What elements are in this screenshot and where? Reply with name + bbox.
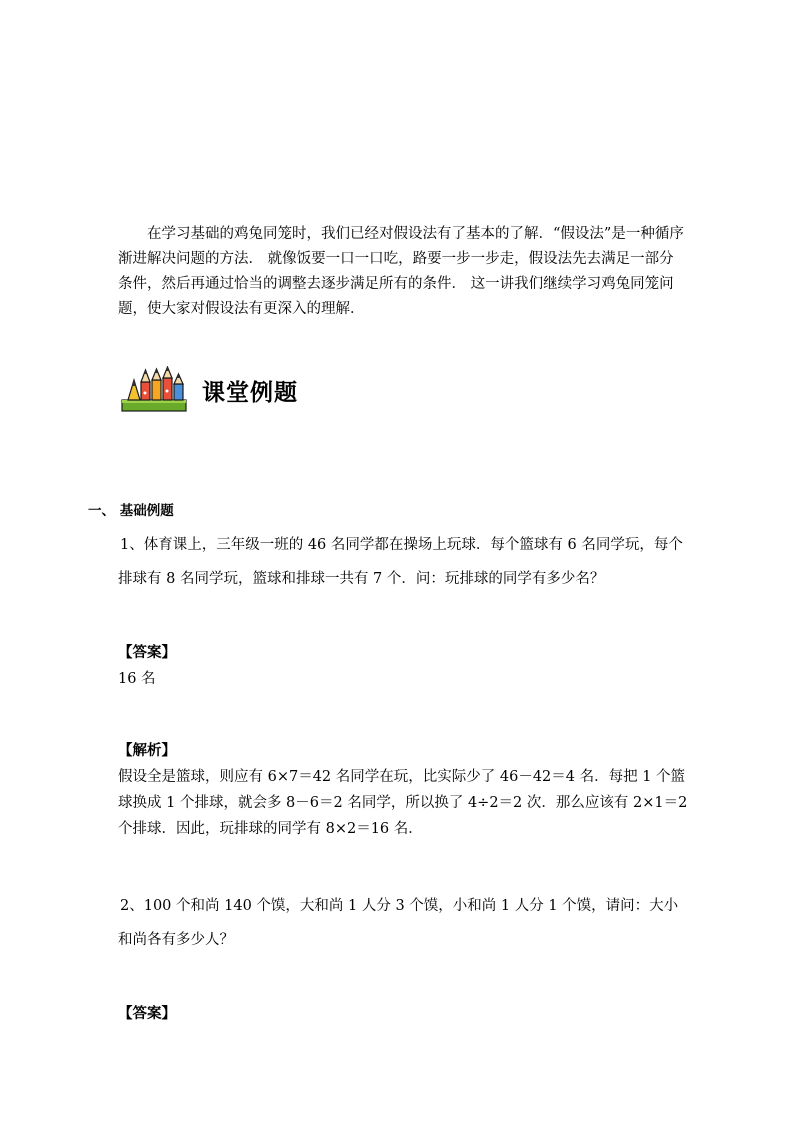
question-1: 1、体育课上，三年级一班的 46 名同学都在操场上玩球．每个篮球有 6 名同学玩，每个排球有 8 名同学玩，篮球和排球一共有 7 个．问：玩排球的同学有多少名？ (118, 537, 683, 587)
q1-analysis-label: 【解析】 (118, 742, 176, 759)
heading-title: 课堂例题 (202, 380, 298, 406)
intro-paragraph: 在学习基础的鸡兔同笼时，我们已经对假设法有了基本的了解．“假设法”是一种循序渐进解决问题的方法． 就像饭要一口一口吃，路要一步一步走，假设法先去满足一部分条件，然后再通过恰当的调整去逐步满足所有的条件． 这一讲我们继续学习鸡兔同笼问题，使大家对假设法有更深入的理解． (118, 225, 684, 317)
section-heading (120, 366, 420, 416)
pencils-icon (120, 366, 192, 414)
q1-answer: 16 名 (118, 671, 156, 687)
question-2: 2、100 个和尚 140 个馍，大和尚 1 人分 3 个馍，小和尚 1 人分 1 个馍，请问：大小和尚各有多少人？ (118, 898, 679, 948)
q2-answer-label: 【答案】 (118, 1005, 176, 1022)
q1-answer-label: 【答案】 (118, 644, 176, 661)
q1-analysis: 假设全是篮球，则应有 6×7＝42 名同学在玩，比实际少了 46－42＝4 名．每把 1 个篮球换成 1 个排球，就会多 8－6＝2 名同学，所以换了 4÷2＝2 次．那么应该有 2×1＝2 个排球．因此，玩排球的同学有 8×2＝16 名． (118, 769, 688, 837)
section-title: 一、 基础例题 (88, 503, 174, 519)
